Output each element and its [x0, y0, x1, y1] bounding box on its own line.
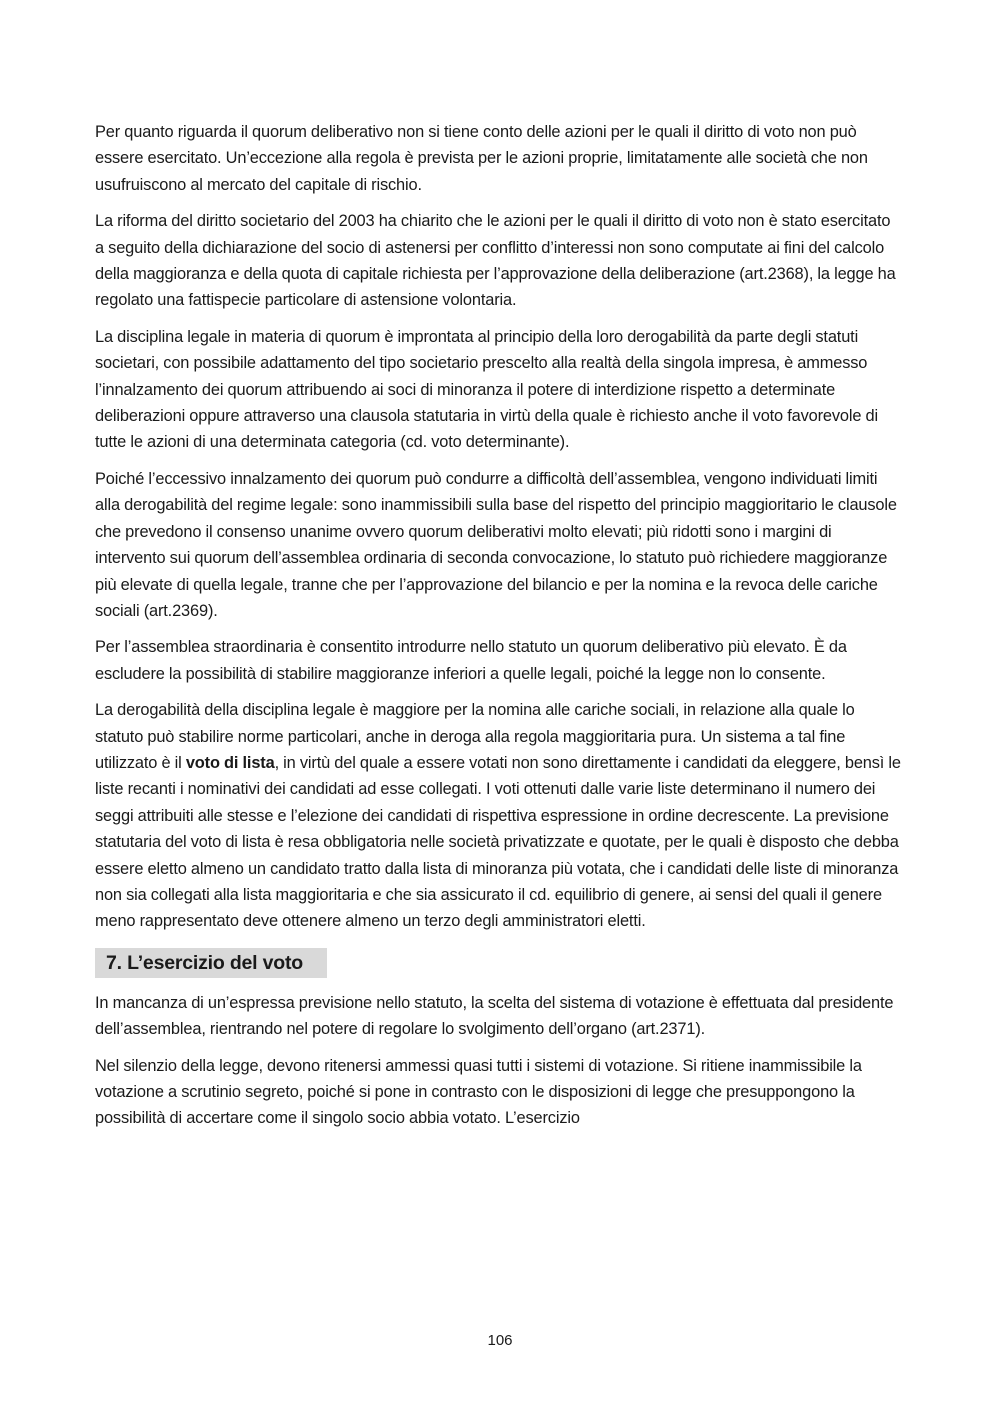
voto-di-lista-bold-term: voto di lista — [185, 753, 275, 772]
page-number: 106 — [487, 1332, 513, 1349]
paragraph-riforma-2003: La riforma del diritto societario del 2003 ha chiarito che le azioni per le quali il diritto di voto non è stato esercitato a seguito della dichiarazione del socio di astenersi per conflitto d’interessi non sono computate ai fini del calcolo della maggioranza e della quota di capitale richiesta per l’approvazione della deliberazione (art.2368), la legge ha regolato una fattispecie particolare di astensione volontaria. — [95, 212, 896, 310]
page-body — [95, 119, 901, 1142]
paragraph-assemblea-straordinaria: Per l’assemblea straordinaria è consentito introdurre nello statuto un quorum deliberativo più elevato. È da escludere la possibilità di stabilire maggioranze inferiori a quelle legali, poiché la legge non lo consente. — [95, 638, 847, 683]
paragraph-sistema-votazione: In mancanza di un’espressa previsione nello statuto, la scelta del sistema di votazione è effettuata dal presidente dell’assemblea, rientrando nel potere di regolare lo svolgimento dell’organo (art.2371). — [95, 993, 894, 1039]
voto-di-lista-text-before: La derogabilità della disciplina legale è maggiore per la nomina alle cariche sociali, in relazione alla quale lo statuto può stabilire norme particolari, anche in deroga alla regola maggioritaria pura. Un sistema a tal fine utilizzato è il — [95, 701, 855, 772]
paragraph-derogabilita-quorum: La disciplina legale in materia di quorum è improntata al principio della loro derogabilità da parte degli statuti societari, con possibile adattamento del tipo societario prescelto alla realtà della singola impresa, è ammesso l’innalzamento dei quorum attribuendo ai soci di minoranza il potere di interdizione rispetto a determinate deliberazioni oppure attraverso una clausola statutaria in virtù della quale è richiesto anche il voto favorevole di tutte le azioni di una determinata categoria (cd. voto determinante). — [95, 327, 879, 452]
paragraph-limiti-derogabilita: Poiché l’eccessivo innalzamento dei quorum può condurre a difficoltà dell’assemblea, vengono individuati limiti alla derogabilità del regime legale: sono inammissibili sulla base del rispetto del principio maggioritario le clausole che prevedono il consenso unanime ovvero quorum deliberativi molto elevati; più ridotti sono i margini di intervento sui quorum dell’assemblea ordinaria di seconda convocazione, lo statuto può richiedere maggioranze più elevate di quella legale, tranne che per l’approvazione del bilancio e per la nomina e la revoca delle cariche sociali (art.2369). — [95, 469, 897, 620]
paragraph-quorum-deliberativo: Per quanto riguarda il quorum deliberativo non si tiene conto delle azioni per le quali il diritto di voto non può essere esercitato. Un’eccezione alla regola è prevista per le azioni proprie, limitatamente alle società che non usufruiscono al mercato del capitale di rischio. — [95, 123, 868, 194]
section-heading: 7. L’esercizio del voto — [95, 948, 327, 978]
voto-di-lista-text-after: , in virtù del quale a essere votati non sono direttamente i candidati da eleggere, bensì le liste recanti i nominativi dei candidati ad esse collegati. I voti ottenuti dalle varie liste determinano il numero dei seggi attribuiti alle stesse e l’elezione dei candidati di rispettiva espressione in ordine decrescente. La previsione statutaria del voto di lista è resa obbligatoria nelle società privatizzate e quotate, per le quali è disposto che debba essere eletto almeno un candidato tratto dalla lista di minoranza più votata, che i candidati delle liste di minoranza non sia collegati alla lista maggioritaria e che sia assicurato il cd. equilibrio di genere, ai sensi del quali il genere meno rappresentato deve ottenere almeno un terzo degli amministratori eletti. — [95, 753, 901, 931]
paragraph-silenzio-legge: Nel silenzio della legge, devono ritenersi ammessi quasi tutti i sistemi di votazione. Si ritiene inammissibile la votazione a scrutinio segreto, poiché si pone in contrasto con le disposizioni di legge che presuppongono la possibilità di accertare come il singolo socio abbia votato. L’esercizio — [95, 1056, 862, 1128]
paragraph-voto-di-lista — [95, 697, 901, 935]
